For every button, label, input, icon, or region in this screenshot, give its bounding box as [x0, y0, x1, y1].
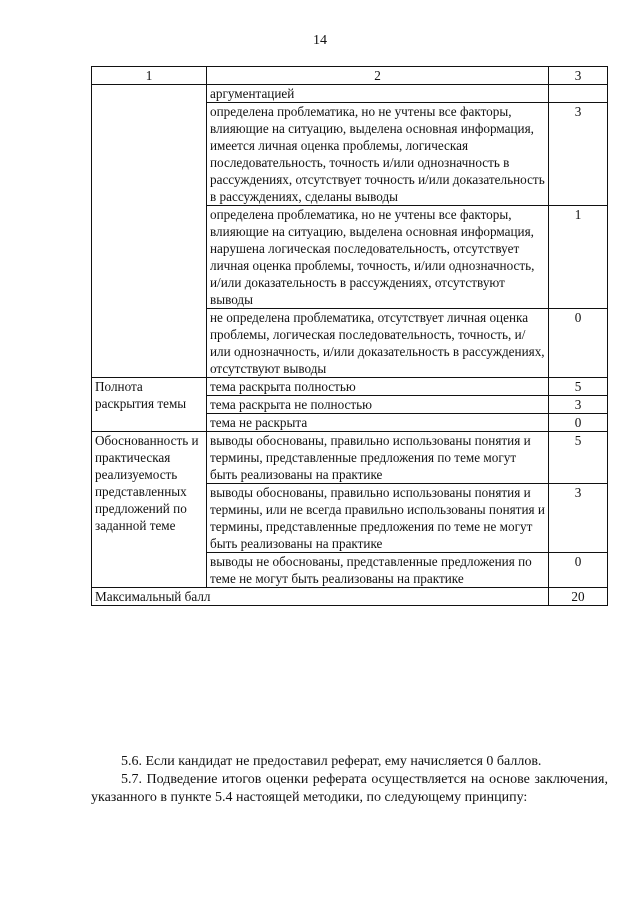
description-cell: выводы обоснованы, правильно использованы понятия и термины, представленные предложения по теме могут быть реализованы на практике [207, 432, 549, 484]
evaluation-criteria-table [91, 66, 608, 606]
description-cell: не определена проблематика, отсутствует личная оценка проблемы, логическая последовательность, точность, и/или однозначность, и/или доказательность в рассуждениях, отсутствуют выводы [207, 309, 549, 378]
argument-cell: аргументацией [207, 85, 549, 103]
description-cell: тема раскрыта не полностью [207, 396, 549, 414]
table-row-max [92, 588, 608, 606]
score-cell: 3 [549, 103, 608, 206]
description-cell: определена проблематика, но не учтены все факторы, влияющие на ситуацию, выделена основная информация, имеется личная оценка проблемы, логическая последовательность, точность и/или однозначность в рассуждениях, отсутствует точность и/или доказательность в рассуждениях, сделаны выводы [207, 103, 549, 206]
criterion-completeness: Полнота раскрытия темы [92, 378, 207, 432]
score-cell: 3 [549, 484, 608, 553]
header-col-1: 1 [92, 67, 207, 85]
paragraph-5-6: 5.6. Если кандидат не предоставил реферат, ему начисляется 0 баллов. [121, 754, 542, 769]
header-col-2: 2 [207, 67, 549, 85]
criterion-cell-continued [92, 85, 207, 378]
description-cell: выводы не обоснованы, представленные предложения по теме не могут быть реализованы на практике [207, 553, 549, 588]
score-cell: 0 [549, 414, 608, 432]
criterion-validity: Обоснованность и практическая реализуемость представленных предложений по заданной теме [92, 432, 207, 588]
description-cell: определена проблематика, но не учтены все факторы, влияющие на ситуацию, выделена основная информация, нарушена логическая последовательность, отсутствует личная оценка проблемы, точность, и/или однозначность, и/или доказательность в рассуждениях, отсутствуют выводы [207, 206, 549, 309]
description-cell: выводы обоснованы, правильно использованы понятия и термины, или не всегда правильно использованы понятия и термины, представленные предложения по теме не могут быть реализованы на практике [207, 484, 549, 553]
description-cell: тема не раскрыта [207, 414, 549, 432]
table-row [92, 378, 608, 396]
score-cell: 1 [549, 206, 608, 309]
page-number: 14 [313, 33, 327, 48]
score-cell: 5 [549, 378, 608, 396]
description-cell: тема раскрыта полностью [207, 378, 549, 396]
header-col-3: 3 [549, 67, 608, 85]
max-score-value: 20 [549, 588, 608, 606]
paragraph-5-7: 5.7. Подведение итогов оценки реферата осуществляется на основе заключения, указанного в пункте 5.4 настоящей методики, по следующему принципу: [91, 772, 608, 805]
table-header-row [92, 67, 608, 85]
score-cell: 5 [549, 432, 608, 484]
score-cell: 3 [549, 396, 608, 414]
score-cell: 0 [549, 309, 608, 378]
table-row [92, 85, 608, 103]
empty-score-cell [549, 85, 608, 103]
max-score-label: Максимальный балл [92, 588, 549, 606]
table-row [92, 432, 608, 484]
score-cell: 0 [549, 553, 608, 588]
